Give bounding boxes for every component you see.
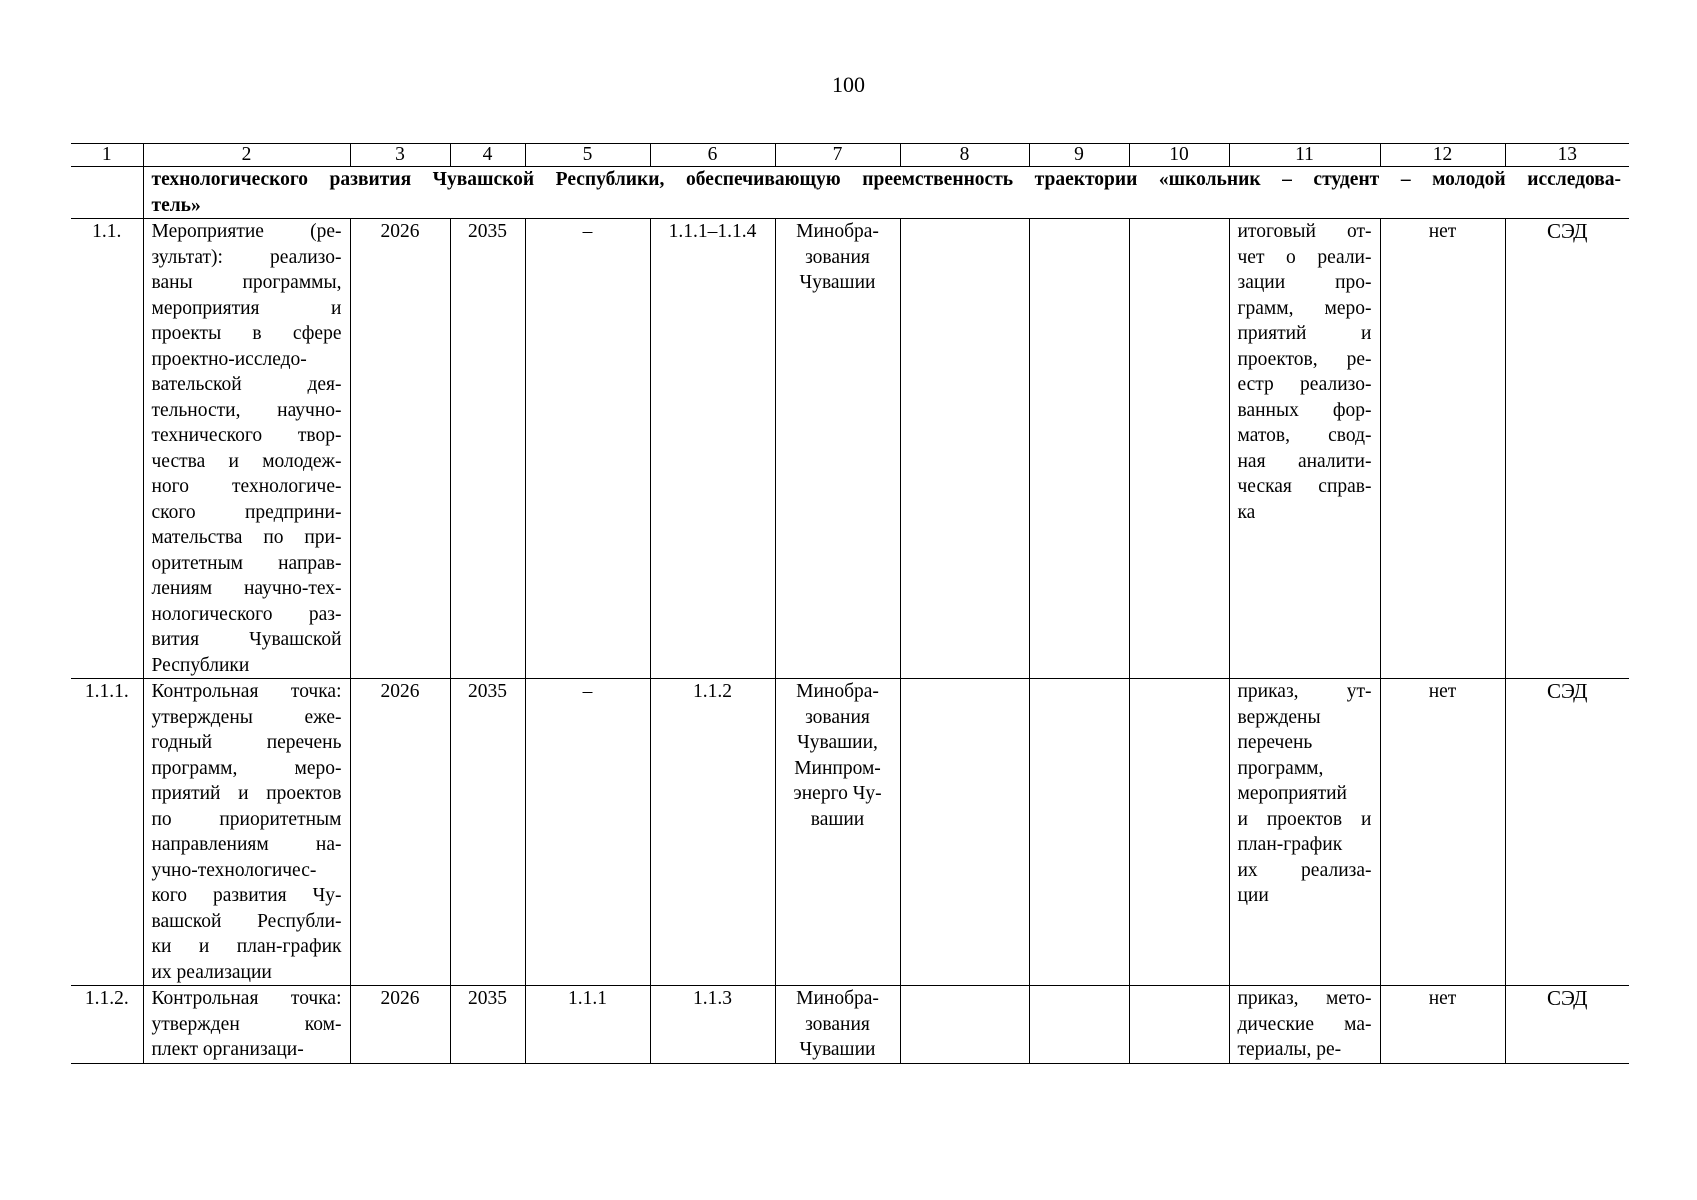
row-name-line: программ, меро- [151, 757, 342, 779]
row-end-year: 2035 [450, 679, 525, 986]
row-col-12: нет [1380, 986, 1505, 1064]
row-executor-line: Чувашии [799, 272, 876, 293]
row-name-line: тельности, научно- [151, 399, 342, 421]
row-name-line: вашской Республи- [151, 910, 342, 932]
row-predecessor: 1.1.1 [525, 986, 650, 1064]
row-document [1229, 986, 1380, 1064]
row-name-line: утвержден ком- [151, 1013, 342, 1035]
row-document-line: итоговый от- [1237, 221, 1372, 242]
row-name-line: ваны программы, [151, 272, 342, 293]
row-document-line: ванных фор- [1237, 399, 1372, 421]
row-name-line: проекты в сфере [151, 323, 342, 344]
row-number: 1.1.1. [71, 679, 143, 986]
header-col-6: 6 [650, 144, 775, 167]
row-name [143, 986, 350, 1064]
header-col-1: 1 [71, 144, 143, 167]
row-executor-line: энерго Чу- [793, 783, 882, 804]
row-name [143, 679, 350, 986]
row-document-line: ции [1237, 885, 1269, 906]
row-col-13: СЭД [1505, 219, 1629, 679]
section-title-line-2: тель» [151, 194, 201, 216]
row-name-line: Мероприятие (ре- [151, 221, 342, 242]
row-name-line: технического твор- [151, 425, 342, 446]
row-document-line: перечень [1237, 732, 1313, 753]
header-col-5: 5 [525, 144, 650, 167]
row-col-13: СЭД [1505, 986, 1629, 1064]
row-name-line: лениям научно-тех- [151, 578, 342, 599]
section-row [71, 167, 1629, 219]
row-col-13: СЭД [1505, 679, 1629, 986]
row-document-line: зации про- [1237, 272, 1372, 293]
row-col-9 [1029, 679, 1129, 986]
row-document-line: териалы, ре- [1237, 1039, 1342, 1060]
row-name-line: Контрольная точка: [151, 681, 342, 702]
row-executor-line: зования [805, 1013, 870, 1035]
row-executor-line: Минпром- [794, 757, 881, 779]
row-col-10 [1129, 679, 1229, 986]
row-document-line: дические ма- [1237, 1013, 1372, 1035]
header-col-4: 4 [450, 144, 525, 167]
row-successor: 1.1.1–1.1.4 [650, 219, 775, 679]
row-executor [775, 679, 900, 986]
row-predecessor: – [525, 219, 650, 679]
row-document-line: и проектов и [1237, 808, 1372, 830]
row-col-9 [1029, 219, 1129, 679]
row-name-line: учно-технологичес- [151, 859, 317, 881]
row-start-year: 2026 [350, 986, 450, 1064]
row-document-line: приказ, ут- [1237, 681, 1372, 702]
row-name-line: ного технологиче- [151, 476, 342, 497]
row-executor-line: вашии [810, 808, 865, 830]
row-name-line: по приоритетным [151, 808, 342, 830]
row-name-line: ки и план-график [151, 936, 342, 957]
header-col-11: 11 [1229, 144, 1380, 167]
row-name-line: зультат): реализо- [151, 246, 342, 268]
row-document-line: матов, свод- [1237, 425, 1372, 446]
row-executor-line: Минобра- [796, 681, 879, 702]
row-document-line: приятий и [1237, 323, 1372, 344]
row-name-line: их реализации [151, 961, 272, 983]
row-executor [775, 986, 900, 1064]
header-col-3: 3 [350, 144, 450, 167]
row-executor [775, 219, 900, 679]
row-name [143, 219, 350, 679]
row-name-line: мероприятия и [151, 297, 342, 319]
row-document-line: ная аналити- [1237, 450, 1372, 472]
row-name-line: вития Чувашской [151, 629, 342, 650]
row-name-line: направлениям на- [151, 834, 342, 855]
row-end-year: 2035 [450, 219, 525, 679]
row-name-line: оритетным направ- [151, 552, 342, 574]
row-document [1229, 679, 1380, 986]
row-name-line: чества и молодеж- [151, 450, 342, 472]
table-row [71, 986, 1629, 1064]
row-executor-line: зования [805, 706, 870, 728]
row-executor-line: Чувашии, [797, 732, 878, 753]
row-document-line: приказ, мето- [1237, 988, 1372, 1009]
row-document-line: верждены [1237, 706, 1321, 728]
row-name-line: проектно-исследо- [151, 348, 307, 370]
table-row [71, 679, 1629, 986]
row-col-9 [1029, 986, 1129, 1064]
header-col-8: 8 [900, 144, 1029, 167]
row-name-line: мательства по при- [151, 527, 342, 548]
row-name-line: ского предприни- [151, 501, 342, 523]
row-executor-line: Минобра- [796, 221, 879, 242]
row-col-8 [900, 219, 1029, 679]
row-number: 1.1. [71, 219, 143, 679]
header-col-12: 12 [1380, 144, 1505, 167]
row-name-line: кого развития Чу- [151, 885, 342, 906]
row-successor: 1.1.2 [650, 679, 775, 986]
row-start-year: 2026 [350, 679, 450, 986]
row-name-line: Контрольная точка: [151, 988, 342, 1009]
section-title [143, 167, 1629, 219]
row-col-8 [900, 679, 1029, 986]
row-executor-line: зования [805, 246, 870, 268]
row-number: 1.1.2. [71, 986, 143, 1064]
row-col-12: нет [1380, 219, 1505, 679]
row-name-line: годный перечень [151, 732, 342, 753]
row-successor: 1.1.3 [650, 986, 775, 1064]
row-document-line: естр реализо- [1237, 374, 1372, 395]
header-row [71, 144, 1629, 167]
row-predecessor: – [525, 679, 650, 986]
row-col-10 [1129, 986, 1229, 1064]
row-document-line: ческая справ- [1237, 476, 1372, 497]
row-name-line: утверждены еже- [151, 706, 342, 728]
row-start-year: 2026 [350, 219, 450, 679]
row-document-line: мероприятий [1237, 783, 1347, 804]
page-number: 100 [832, 72, 865, 97]
row-name-line: Республики [151, 654, 250, 676]
header-col-2: 2 [143, 144, 350, 167]
section-title-line-1: технологического развития Чувашской Республики, обеспечивающую преемственность траектории «школьник – студент – молодой исследова- [151, 169, 1621, 190]
header-col-13: 13 [1505, 144, 1629, 167]
plan-table [71, 143, 1629, 1064]
row-col-10 [1129, 219, 1229, 679]
row-executor-line: Чувашии [799, 1039, 876, 1060]
row-end-year: 2035 [450, 986, 525, 1064]
row-col-12: нет [1380, 679, 1505, 986]
row-document-line: ка [1237, 501, 1256, 523]
row-document-line: их реализа- [1237, 859, 1372, 881]
row-document [1229, 219, 1380, 679]
section-num-cell [71, 167, 143, 219]
row-document-line: программ, [1237, 757, 1324, 779]
row-document-line: план-график [1237, 834, 1343, 855]
row-executor-line: Минобра- [796, 988, 879, 1009]
header-col-7: 7 [775, 144, 900, 167]
header-col-10: 10 [1129, 144, 1229, 167]
row-document-line: чет о реали- [1237, 246, 1372, 268]
row-document-line: проектов, ре- [1237, 348, 1372, 370]
row-document-line: грамм, меро- [1237, 297, 1372, 319]
row-name-line: плект организаци- [151, 1039, 304, 1060]
row-name-line: вательской дея- [151, 374, 342, 395]
row-name-line: приятий и проектов [151, 783, 342, 804]
header-col-9: 9 [1029, 144, 1129, 167]
row-name-line: нологического раз- [151, 603, 342, 625]
row-col-8 [900, 986, 1029, 1064]
table-row [71, 219, 1629, 679]
